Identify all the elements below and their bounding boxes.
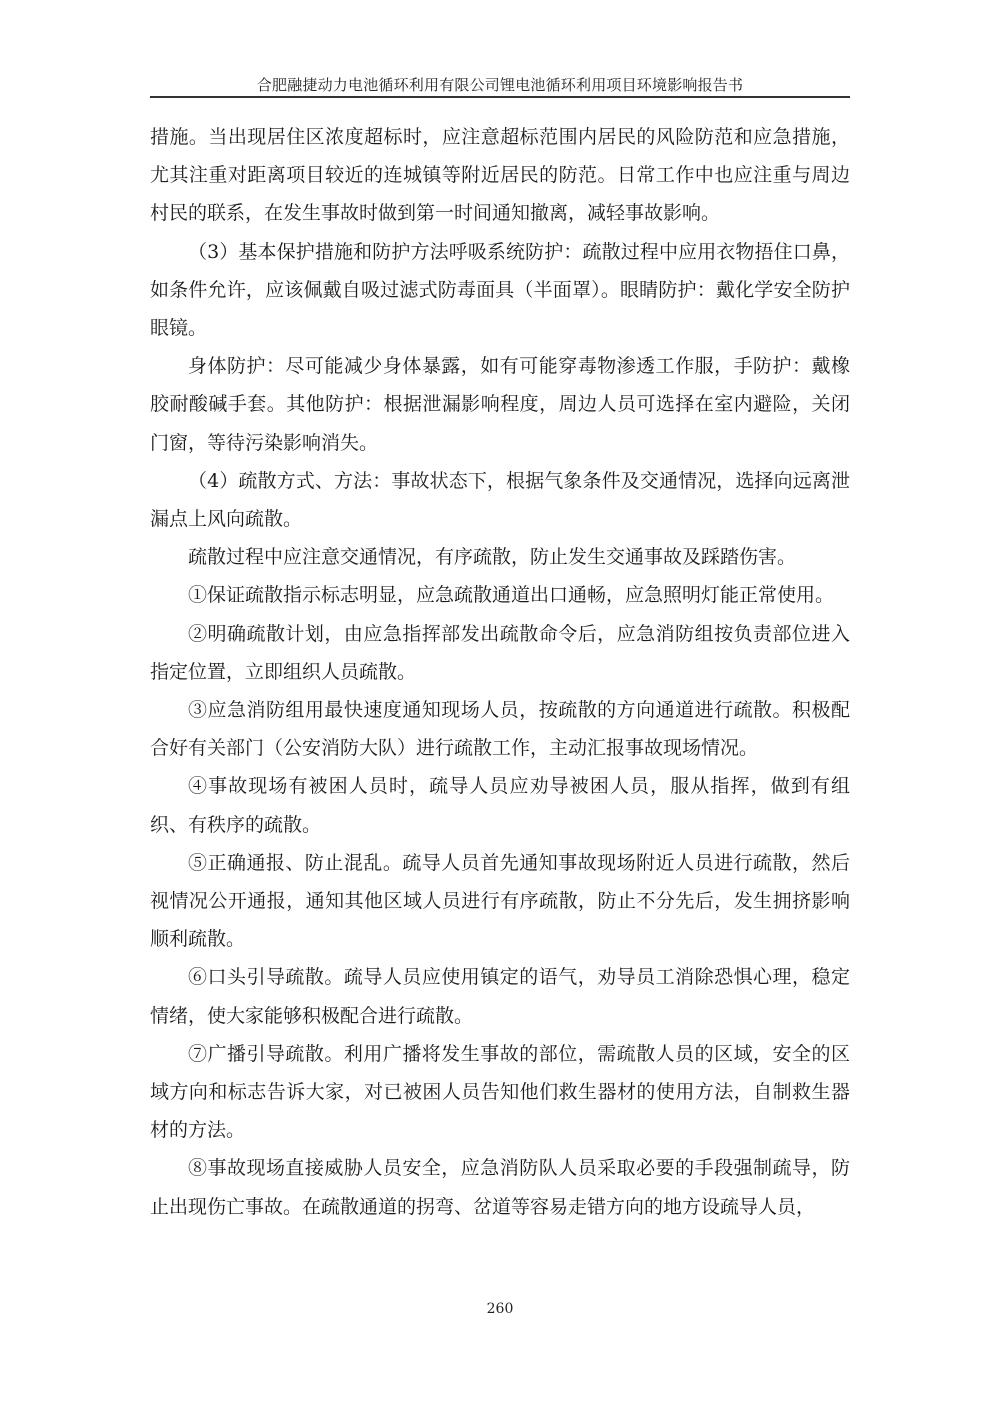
- document-body: [150, 118, 850, 1226]
- paragraph: 身体防护：尽可能减少身体暴露，如有可能穿毒物渗透工作服，手防护：戴橡胶耐酸碱手套。其他防护：根据泄漏影响程度，周边人员可选择在室内避险，关闭门窗，等待污染影响消失。: [150, 355, 850, 454]
- paragraph: （3）基本保护措施和防护方法呼吸系统防护：疏散过程中应用衣物捂住口鼻，如条件允许，应该佩戴自吸过滤式防毒面具（半面罩）。眼睛防护：戴化学安全防护眼镜。: [150, 240, 850, 340]
- paragraph: ①保证疏散指示标志明显，应急疏散通道出口通畅，应急照明灯能正常使用。: [188, 584, 835, 607]
- paragraph: ⑤正确通报、防止混乱。疏导人员首先通知事故现场附近人员进行疏散，然后视情况公开通报，通知其他区域人员进行有序疏散，防止不分先后，发生拥挤影响顺利疏散。: [150, 851, 850, 951]
- paragraph: ⑦广播引导疏散。利用广播将发生事故的部位，需疏散人员的区域，安全的区域方向和标志告诉大家，对已被困人员告知他们救生器材的使用方法，自制救生器材的方法。: [150, 1042, 850, 1142]
- paragraph: ④事故现场有被困人员时，疏导人员应劝导被困人员，服从指挥，做到有组织、有秩序的疏散。: [150, 775, 850, 836]
- paragraph: 疏散过程中应注意交通情况，有序疏散，防止发生交通事故及踩踏伤害。: [188, 546, 797, 569]
- paragraph: ⑥口头引导疏散。疏导人员应使用镇定的语气，劝导员工消除恐惧心理，稳定情绪，使大家能够积极配合进行疏散。: [150, 966, 850, 1027]
- paragraph: ③应急消防组用最快速度通知现场人员，按疏散的方向通道进行疏散。积极配合好有关部门（公安消防大队）进行疏散工作，主动汇报事故现场情况。: [150, 699, 850, 760]
- page-number: 260: [486, 1301, 514, 1317]
- running-header: 合肥融捷动力电池循环利用有限公司锂电池循环利用项目环境影响报告书: [256, 76, 744, 94]
- paragraph: ②明确疏散计划，由应急指挥部发出疏散命令后，应急消防组按负责部位进入指定位置，立即组织人员疏散。: [150, 622, 850, 683]
- header-divider: [150, 96, 850, 98]
- paragraph: 措施。当出现居住区浓度超标时，应注意超标范围内居民的风险防范和应急措施，尤其注重对距离项目较近的连城镇等附近居民的防范。日常工作中也应注重与周边村民的联系，在发生事故时做到第一时间通知撤离，减轻事故影响。: [150, 126, 850, 225]
- paragraph: ⑧事故现场直接威胁人员安全，应急消防队人员采取必要的手段强制疏导，防止出现伤亡事故。在疏散通道的拐弯、岔道等容易走错方向的地方设疏导人员，: [150, 1157, 850, 1218]
- paragraph: （4）疏散方式、方法：事故状态下，根据气象条件及交通情况，选择向远离泄漏点上风向疏散。: [150, 469, 850, 531]
